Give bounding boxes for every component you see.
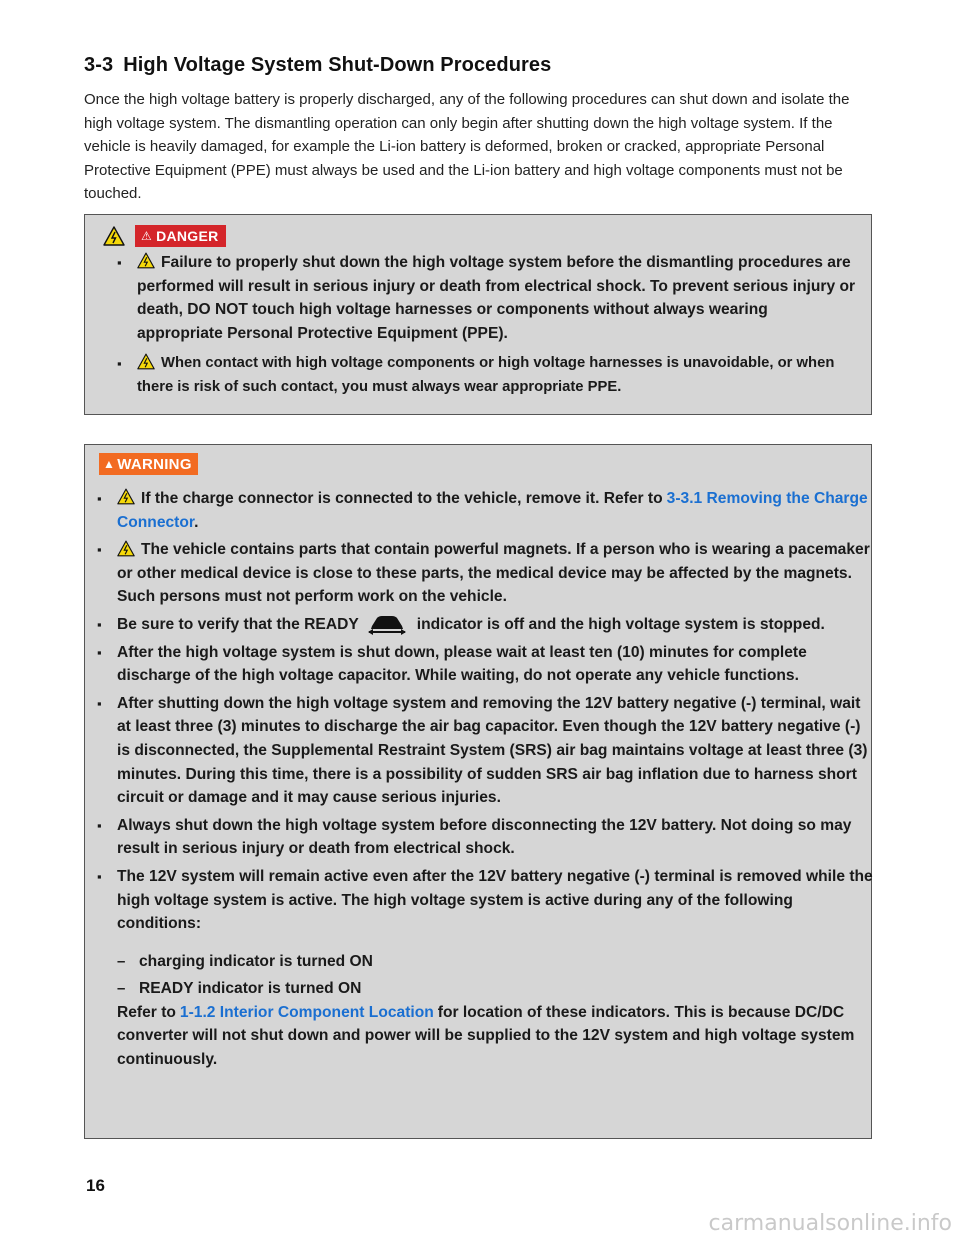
- warning-list: [87, 487, 873, 1076]
- warning-item: ▪ If the charge connector is connected to the vehicle, remove it. Refer to 3-3.1 Removing the Charge Connector.: [87, 487, 873, 534]
- high-voltage-warning-icon: [137, 353, 155, 370]
- danger-list: [107, 251, 857, 407]
- interior-component-location-link[interactable]: 1-1.2 Interior Component Location: [179, 1003, 434, 1021]
- high-voltage-warning-icon: [117, 488, 135, 505]
- danger-header: [103, 225, 226, 247]
- warning-refer-text: Refer to 1-1.2 Interior Component Location for location of these indicators. This is because DC/DC converter will not shut down and power will be supplied to the 12V system and high voltage system continuously.: [117, 1003, 855, 1069]
- exclamation-triangle-icon: ▲: [103, 457, 116, 471]
- warning-item: ▪ Always shut down the high voltage system before disconnecting the 12V battery. Not doing so may result in serious injury or death from electrical shock.: [87, 814, 873, 861]
- danger-item: ▪ Failure to properly shut down the high voltage system before the dismantling procedures are performed will result in serious injury or death from electrical shock. To prevent serious injury or death, DO NOT touch high voltage harnesses or components without always wearing appropriate Personal Protective Equipment (PPE).: [107, 251, 857, 345]
- warning-item: ▪ After the high voltage system is shut down, please wait at least ten (10) minutes for complete discharge of the high voltage capacitor. While waiting, do not operate any vehicle functions.: [87, 641, 873, 688]
- high-voltage-warning-icon: [103, 226, 125, 246]
- warning-subitem: – charging indicator is turned ON: [87, 950, 873, 974]
- exclamation-triangle-icon: ⚠: [141, 229, 153, 243]
- warning-item: ▪ The vehicle contains parts that contain powerful magnets. If a person who is wearing a pacemaker or other medical device is close to these parts, the medical device may be affected by the magnets. Such persons must not perform work on the vehicle.: [87, 538, 873, 609]
- warning-item: ▪ The 12V system will remain active even after the 12V battery negative (-) terminal is removed while the high voltage system is active. The high voltage system is active during any of the following conditions:: [87, 865, 873, 936]
- watermark: carmanualsonline.info: [708, 1211, 952, 1236]
- warning-item: ▪ Be sure to verify that the READY indicator is off and the high voltage system is stopped.: [87, 613, 873, 637]
- warning-subitem: – READY indicator is turned ON: [87, 977, 873, 1001]
- high-voltage-warning-icon: [137, 252, 155, 269]
- warning-badge: ▲ WARNING: [99, 453, 198, 475]
- high-voltage-warning-icon: [117, 540, 135, 557]
- intro-paragraph: Once the high voltage battery is properly discharged, any of the following procedures can shut down and isolate the high voltage system. The dismantling operation can only begin after shutting down the high voltage system. If the vehicle is heavily damaged, for example the Li-ion battery is deformed, broken or cracked, appropriate Personal Protective Equipment (PPE) must always be used and the Li-ion battery and high voltage components must not be touched.: [84, 91, 850, 203]
- ready-car-icon: [367, 614, 407, 636]
- warning-item: ▪ After shutting down the high voltage system and removing the 12V battery negative (-) terminal, wait at least three (3) minutes to discharge the air bag capacitor. Even though the 12V battery negative (-) is disconnected, the Supplemental Restraint System (SRS) air bag maintains voltage at least three (3) minutes. During this time, there is a possibility of sudden SRS air bag inflation due to harness short circuit or damage and it may cause serious injuries.: [87, 692, 873, 810]
- danger-panel: [84, 214, 872, 415]
- warning-panel: [84, 444, 872, 1139]
- page-number: 16: [86, 1176, 105, 1195]
- danger-badge: ⚠ DANGER: [135, 225, 226, 247]
- page-title: [84, 54, 551, 77]
- danger-item: ▪ When contact with high voltage components or high voltage harnesses is unavoidable, or when there is risk of such contact, you must always wear appropriate PPE.: [107, 352, 857, 399]
- section-title: High Voltage System Shut-Down Procedures: [123, 54, 552, 76]
- section-number: 3-3: [84, 54, 114, 76]
- charge-connector-link[interactable]: 3-3.1 Removing the Charge Connector: [117, 490, 868, 531]
